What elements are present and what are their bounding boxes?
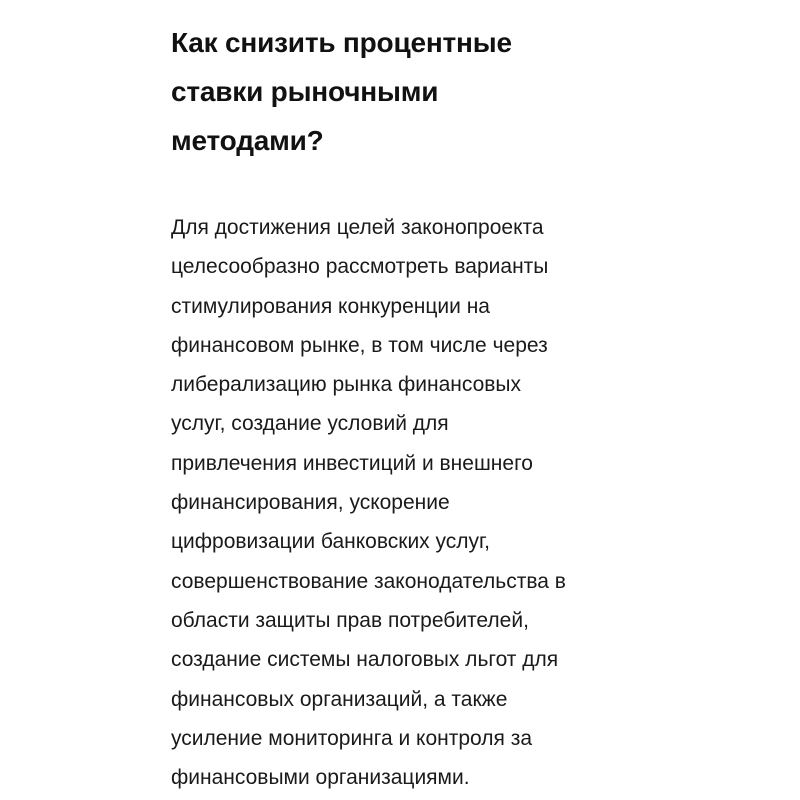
article-body-line: финансовыми организациями. bbox=[171, 766, 470, 790]
article bbox=[171, 18, 651, 797]
article-body-line: усиление мониторинга и контроля за bbox=[171, 726, 533, 750]
article-body-line: финансовых организаций, а также bbox=[171, 687, 508, 711]
article-body-line: совершенствование законодательства в bbox=[171, 569, 566, 593]
article-body-line: финансирования, ускорение bbox=[171, 491, 450, 515]
article-title-line: методами? bbox=[171, 125, 324, 156]
article-body-line: целесообразно рассмотреть варианты bbox=[171, 255, 549, 279]
article-body-line: Для достижения целей законопроекта bbox=[171, 216, 544, 239]
article-title bbox=[171, 18, 651, 165]
article-body-line: стимулирования конкуренции на bbox=[171, 294, 490, 318]
article-body-line: создание системы налоговых льгот для bbox=[171, 648, 559, 672]
article-body-line: услуг, создание условий для bbox=[171, 412, 449, 436]
article-body-line: финансовом рынке, в том числе через bbox=[171, 333, 548, 357]
article-title-line: Как снизить процентные bbox=[171, 27, 512, 58]
article-body-line: цифровизации банковских услуг, bbox=[171, 530, 490, 554]
article-body-line: области защиты прав потребителей, bbox=[171, 608, 529, 632]
article-body-line: либерализацию рынка финансовых bbox=[171, 373, 522, 397]
article-body bbox=[171, 208, 651, 797]
article-title-line: ставки рыночными bbox=[171, 76, 439, 107]
article-body-line: привлечения инвестиций и внешнего bbox=[171, 451, 533, 475]
